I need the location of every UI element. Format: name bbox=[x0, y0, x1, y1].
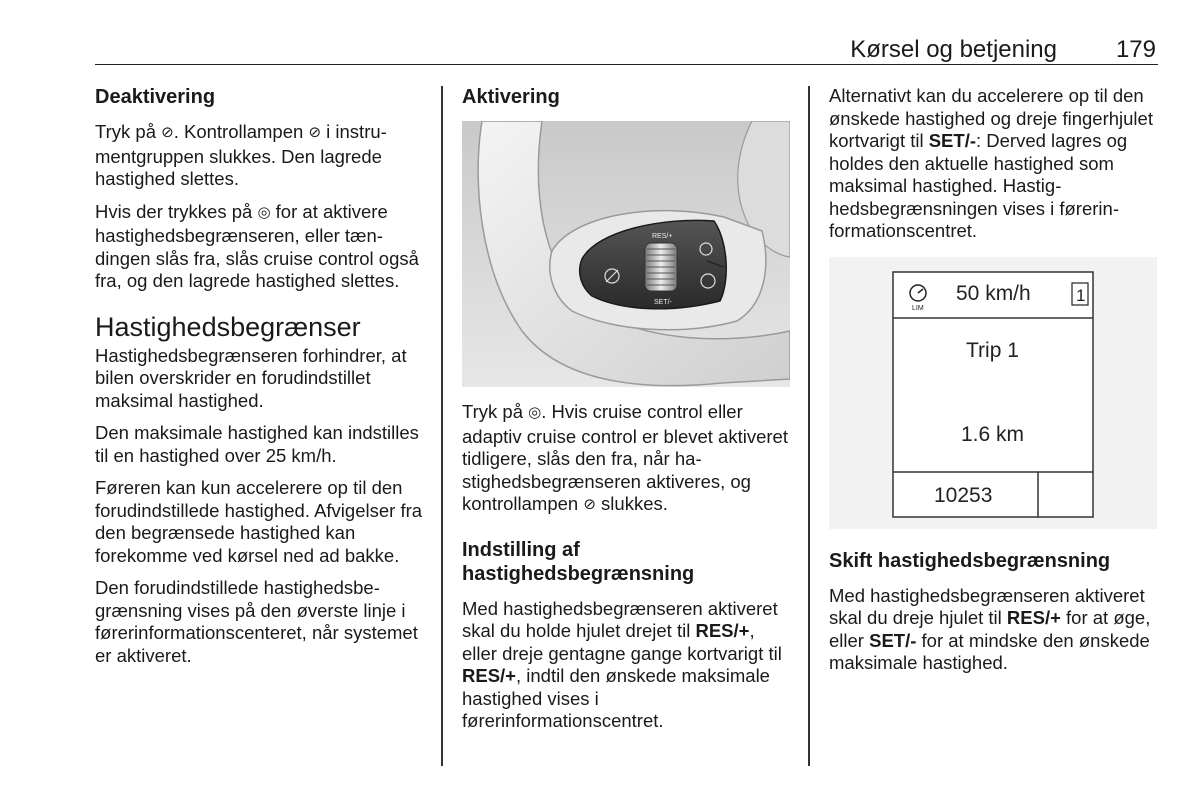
trip-value: 1.6 km bbox=[961, 422, 1025, 446]
heading-hastighedsbegraenser: Hastighedsbegrænser bbox=[95, 311, 361, 342]
gear-indicator: 1 bbox=[1076, 285, 1086, 305]
paragraph-deact-1: Tryk på ⊘. Kontrollampen ⊘ i instrumentgruppen slukkes. Den lagrede hastighed slettes. bbox=[95, 121, 387, 189]
section-title: Kørsel og betjening bbox=[850, 36, 1057, 63]
display-speed: 50 km/h bbox=[956, 281, 1031, 305]
lim-label: LIM bbox=[912, 304, 924, 312]
paragraph-activation: Tryk på ◎. Hvis cruise control eller adaptiv cruise control er blevet aktiveret tidligere, slås den fra, når hastighedsbegrænseren aktiveres, og kontrollampen ⊘ slukkes. bbox=[462, 401, 792, 518]
paragraph-limiter-1: Hastighedsbegrænseren forhindrer, at bilen overskrider en forudindstillet maksimal hastighed. bbox=[95, 344, 407, 411]
page-number: 179 bbox=[1115, 36, 1156, 63]
column-3 bbox=[829, 85, 1159, 685]
heading-skift: Skift hastighedsbegrænsning bbox=[829, 549, 1111, 572]
cruise-off-icon: ⊘ bbox=[161, 124, 174, 141]
steering-wheel-figure bbox=[462, 121, 790, 387]
cruise-off-icon: ⊘ bbox=[308, 124, 322, 141]
column-divider-1 bbox=[441, 86, 443, 766]
paragraph-alternative: Alternativt kan du accelerere op til den ønskede hastighed og dreje fingerhjulet kortvarigt til SET/-: Derved lagres og holdes den aktuelle hastighed som maksimal hastighed. Hastighedsbegrænsningen vises i førerinformationscentret. bbox=[829, 85, 1153, 241]
heading-indstilling: Indstilling af hastighedsbegrænsning bbox=[462, 538, 695, 585]
paragraph-limiter-3: Føreren kan kun accelerere op til den forudindstillede hastighed. Afvigelser fra den begrænsede hastighed kan forekomme ved kørsel ned ad bakke. bbox=[95, 477, 423, 566]
driver-info-display-figure bbox=[829, 257, 1157, 529]
paragraph-limiter-4: Den forudindstillede hastighedsbegrænsning vises på den øverste linje i førerinformationscenteret, når systemet er aktiveret. bbox=[95, 577, 418, 666]
res-label: RES/+ bbox=[652, 233, 673, 240]
heading-deaktivering: Deaktivering bbox=[95, 86, 216, 108]
set-label: SET/- bbox=[654, 299, 672, 306]
speed-limiter-icon: ◎ bbox=[528, 404, 542, 421]
trip-label: Trip 1 bbox=[966, 338, 1019, 362]
column-divider-2 bbox=[808, 86, 810, 766]
speed-limiter-icon: ◎ bbox=[257, 203, 271, 221]
odometer: 10253 bbox=[934, 483, 993, 507]
paragraph-setting: Med hastighedsbegrænseren aktiveret skal du holde hjulet drejet til RES/+, eller dreje gentagne gange kortvarigt til RES/+, indtil den ønskede maksimale hastighed vises i førerinformationscentret. bbox=[462, 597, 782, 731]
heading-aktivering: Aktivering bbox=[462, 86, 560, 108]
column-2 bbox=[462, 85, 792, 743]
paragraph-change: Med hastighedsbegrænseren aktiveret skal du dreje hjulet til RES/+ for at øge, eller SET/- for at mindske den ønskede maksimale hastighed. bbox=[829, 584, 1151, 673]
cruise-off-icon: ⊘ bbox=[583, 496, 596, 513]
paragraph-limiter-2: Den maksimale hastighed kan indstilles til en hastighed over 25 km/h. bbox=[95, 422, 419, 466]
paragraph-deact-2: Hvis der trykkes på ◎ for at aktivere hastighedsbegrænseren, eller tændingen slås fra, slås cruise control også fra, og den lagrede hastighed slettes. bbox=[95, 200, 419, 291]
page-header bbox=[95, 30, 1158, 65]
column-1 bbox=[95, 85, 427, 677]
